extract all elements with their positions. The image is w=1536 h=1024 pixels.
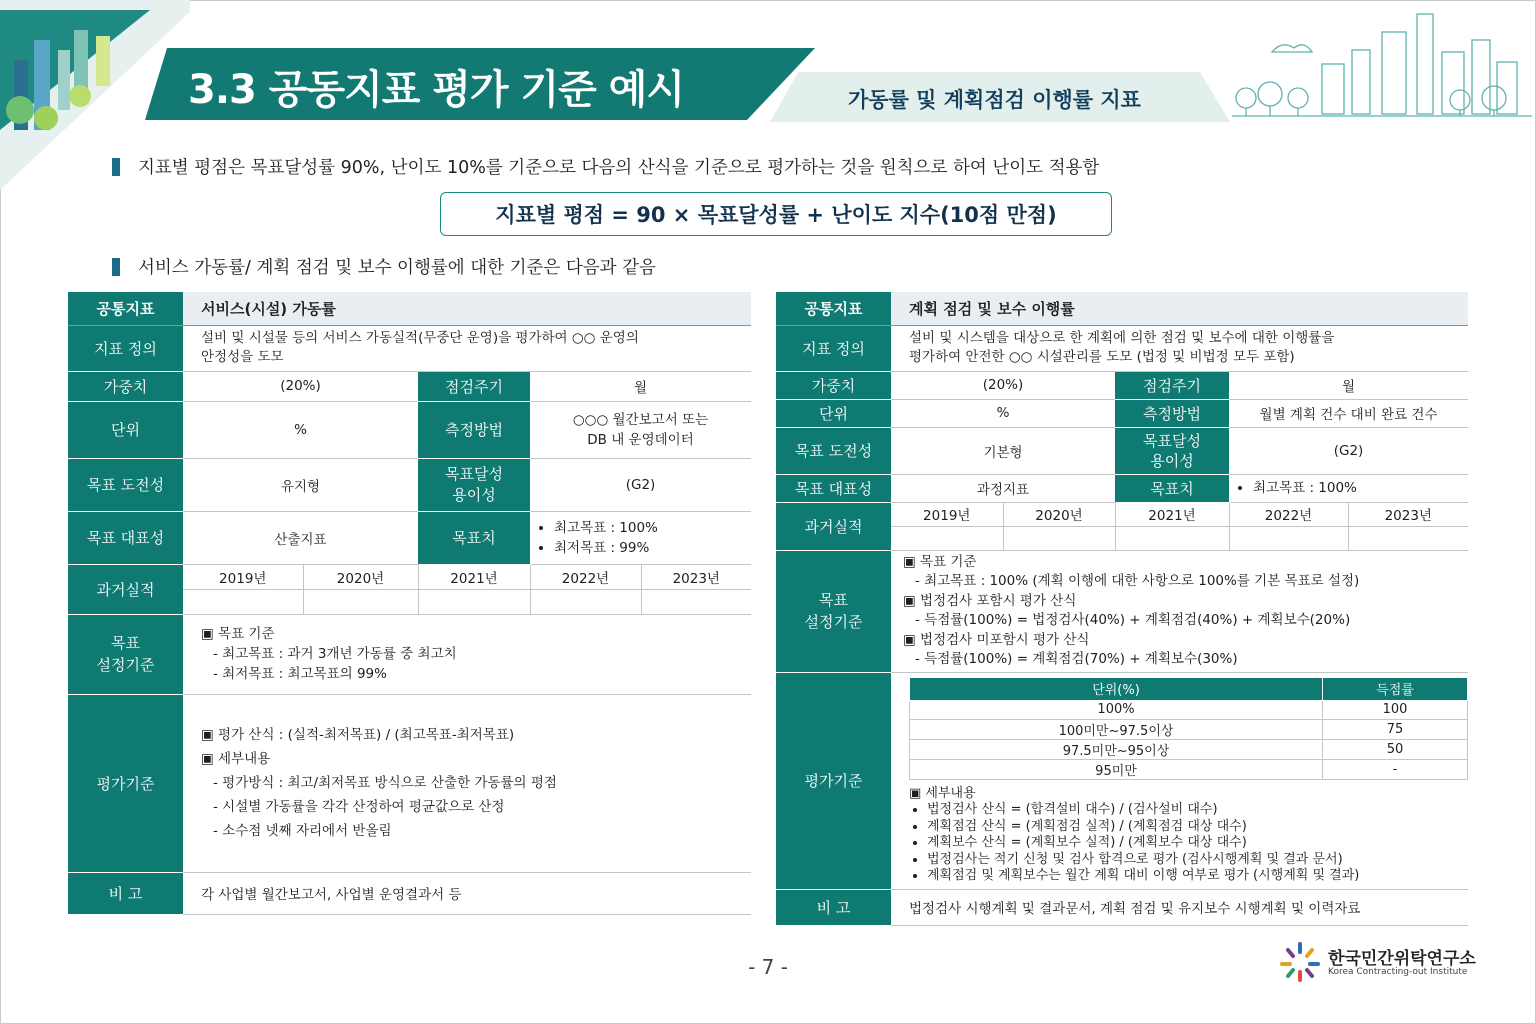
label-challenge: 목표 도전성 xyxy=(776,427,891,474)
score-cell: 50 xyxy=(1323,739,1468,759)
goal-criteria-text xyxy=(891,550,1468,672)
year-2020: 2020년 xyxy=(1003,502,1115,526)
label-common-indicator: 공통지표 xyxy=(776,292,891,325)
goal-line: - 최고목표 : 과거 3개년 가동률 중 최고치 xyxy=(213,646,457,662)
label-eval-criteria: 평가기준 xyxy=(68,694,183,872)
method-value: ○○○ 월간보고서 또는 DB 내 운영데이터 xyxy=(530,401,751,458)
score-cell: 95미만 xyxy=(910,759,1323,779)
label-cycle: 점검주기 xyxy=(418,371,530,401)
score-header-rate: 득점률 xyxy=(1323,677,1468,700)
formula-box: 지표별 평점 = 90 × 목표달성률 + 난이도 지수(10점 만점) xyxy=(440,192,1112,236)
label-eval-criteria: 평가기준 xyxy=(776,672,891,889)
representative-value: 과정지표 xyxy=(891,474,1115,502)
year-2022: 2022년 xyxy=(530,564,641,589)
label-target: 목표치 xyxy=(1115,474,1229,502)
indicator-name: 서비스(시설) 가동률 xyxy=(183,292,751,325)
goal-line: ▣ 목표 기준 xyxy=(201,626,275,642)
institute-name: 한국민간위탁연구소 xyxy=(1328,949,1476,969)
cycle-value: 월 xyxy=(1229,371,1468,399)
goal-line: - 최고목표 : 100% (계획 이행에 대한 사항으로 100%를 기본 목표로 설정) xyxy=(915,573,1360,589)
label-common-indicator: 공통지표 xyxy=(68,292,183,325)
year-2022: 2022년 xyxy=(1229,502,1348,526)
weight-value: (20%) xyxy=(891,371,1115,399)
detail-item: • 법정검사는 적기 신청 및 검사 합격으로 평가 (검사시행계획 및 결과 문서) xyxy=(927,852,1468,869)
cycle-value: 월 xyxy=(530,371,751,401)
history-cell xyxy=(530,589,641,614)
history-cell xyxy=(303,589,418,614)
label-challenge: 목표 도전성 xyxy=(68,458,183,511)
indicator-name: 계획 점검 및 보수 이행률 xyxy=(891,292,1468,325)
label-method: 측정방법 xyxy=(1115,399,1229,427)
score-header-unit: 단위(%) xyxy=(910,677,1323,700)
year-2020: 2020년 xyxy=(303,564,418,589)
goal-line: ▣ 목표 기준 xyxy=(903,553,977,570)
label-remarks: 비 고 xyxy=(68,872,183,914)
label-goal-criteria: 목표 설정기준 xyxy=(776,550,891,672)
bullet-text: 지표별 평점은 목표달성률 90%, 난이도 10%를 기준으로 다음의 산식을 기준으로 평가하는 것을 원칙으로 하여 난이도 적용함 xyxy=(138,158,1100,178)
bullet-scoring-principle xyxy=(112,154,1099,179)
history-cell xyxy=(641,589,751,614)
eval-line: - 소수점 넷째 자리에서 반올림 xyxy=(213,823,392,839)
year-2021: 2021년 xyxy=(1115,502,1229,526)
bullet-marker xyxy=(112,258,120,276)
history-cell xyxy=(1229,526,1348,550)
history-cell xyxy=(183,589,303,614)
detail-item: • 계획보수 산식 = (계획보수 실적) / (계획보수 대상 대수) xyxy=(927,835,1468,852)
remarks-text: 법정검사 시행계획 및 결과문서, 계획 점검 및 유지보수 시행계획 및 이력자료 xyxy=(891,889,1468,925)
year-2019: 2019년 xyxy=(183,564,303,589)
target-min: • 최저목표 : 99% xyxy=(554,538,745,558)
bullet-text: 서비스 가동률/ 계획 점검 및 보수 이행률에 대한 기준은 다음과 같음 xyxy=(138,258,656,278)
feasibility-value: (G2) xyxy=(530,458,751,511)
label-remarks: 비 고 xyxy=(776,889,891,925)
eval-line: ▣ 평가 산식 : (실적-최저목표) / (최고목표-최저목표) xyxy=(201,727,515,743)
year-2023: 2023년 xyxy=(1348,502,1468,526)
label-definition: 지표 정의 xyxy=(776,325,891,371)
eval-line: ▣ 세부내용 xyxy=(201,751,271,767)
detail-item: • 계획점검 및 계획보수는 월간 계획 대비 이행 여부로 평가 (시행계획 및 결과) xyxy=(927,868,1468,885)
eval-line: - 시설별 가동률을 각각 산정하여 평균값으로 산정 xyxy=(213,799,505,815)
score-cell: 100미만~97.5이상 xyxy=(910,719,1323,739)
label-definition: 지표 정의 xyxy=(68,325,183,371)
label-target: 목표치 xyxy=(418,511,530,564)
target-values xyxy=(1229,474,1468,502)
target-max: • 최고목표 : 100% xyxy=(1253,478,1462,498)
goal-line: - 최저목표 : 최고목표의 99% xyxy=(213,666,387,682)
year-2019: 2019년 xyxy=(891,502,1003,526)
goal-line: ▣ 법정검사 미포함시 평가 산식 xyxy=(903,631,1090,648)
weight-value: (20%) xyxy=(183,371,418,401)
label-unit: 단위 xyxy=(776,399,891,427)
label-cycle: 점검주기 xyxy=(1115,371,1229,399)
label-history: 과거실적 xyxy=(776,502,891,550)
score-cell: 100% xyxy=(910,700,1323,719)
history-cell xyxy=(1348,526,1468,550)
detail-title: ▣ 세부내용 xyxy=(909,785,976,801)
year-2023: 2023년 xyxy=(641,564,751,589)
challenge-value: 기본형 xyxy=(891,427,1115,474)
score-cell: 75 xyxy=(1323,719,1468,739)
label-feasibility: 목표달성 용이성 xyxy=(418,458,530,511)
history-cell xyxy=(1003,526,1115,550)
goal-line: - 득점률(100%) = 법정검사(40%) + 계획점검(40%) + 계획보수(20%) xyxy=(915,612,1351,628)
representative-value: 산출지표 xyxy=(183,511,418,564)
label-representative: 목표 대표성 xyxy=(776,474,891,502)
bullet-marker xyxy=(112,158,120,176)
label-goal-criteria: 목표 설정기준 xyxy=(68,614,183,694)
page-number: - 7 - xyxy=(748,955,788,979)
eval-line: - 평가방식 : 최고/최저목표 방식으로 산출한 가동률의 평점 xyxy=(213,775,557,791)
eval-criteria-text xyxy=(183,694,751,872)
availability-table xyxy=(68,292,751,915)
unit-value: % xyxy=(891,399,1115,427)
history-cell xyxy=(1115,526,1229,550)
label-unit: 단위 xyxy=(68,401,183,458)
institute-english-name: Korea Contracting-out Institute xyxy=(1328,967,1468,977)
label-feasibility: 목표달성 용이성 xyxy=(1115,427,1229,474)
score-cell: - xyxy=(1323,759,1468,779)
page-title: 3.3 공동지표 평가 기준 예시 xyxy=(188,67,684,113)
unit-value: % xyxy=(183,401,418,458)
challenge-value: 유지형 xyxy=(183,458,418,511)
label-weight: 가중치 xyxy=(776,371,891,399)
score-cell: 100 xyxy=(1323,700,1468,719)
label-representative: 목표 대표성 xyxy=(68,511,183,564)
goal-line: - 득점률(100%) = 계획점검(70%) + 계획보수(30%) xyxy=(915,651,1238,667)
score-rate-table xyxy=(909,677,1468,780)
history-cell xyxy=(891,526,1003,550)
score-cell: 97.5미만~95이상 xyxy=(910,739,1323,759)
label-history: 과거실적 xyxy=(68,564,183,614)
target-max: • 최고목표 : 100% xyxy=(554,518,745,538)
institute-logo-icon xyxy=(1278,940,1322,984)
definition-text: 설비 및 시설물 등의 서비스 가동실적(무중단 운영)을 평가하여 ○○ 운영의 안정성을 도모 xyxy=(183,325,751,371)
detail-block xyxy=(909,786,1468,885)
label-method: 측정방법 xyxy=(418,401,530,458)
goal-line: ▣ 법정검사 포함시 평가 산식 xyxy=(903,592,1077,609)
inspection-rate-table xyxy=(776,292,1468,926)
history-cell xyxy=(418,589,530,614)
feasibility-value: (G2) xyxy=(1229,427,1468,474)
target-values xyxy=(530,511,751,564)
detail-item: • 법정검사 산식 = (합격설비 대수) / (검사설비 대수) xyxy=(927,802,1468,819)
label-weight: 가중치 xyxy=(68,371,183,401)
page-subtitle: 가동률 및 계획점검 이행률 지표 xyxy=(848,88,1141,112)
goal-criteria-text xyxy=(183,614,751,694)
definition-text: 설비 및 시스템을 대상으로 한 계획에 의한 점검 및 보수에 대한 이행률을 평가하여 안전한 ○○ 시설관리를 도모 (법정 및 비법정 모두 포함) xyxy=(891,325,1468,371)
city-skyline-illustration xyxy=(1232,12,1532,122)
detail-item: • 계획점검 산식 = (계획점검 실적) / (계획점검 대상 대수) xyxy=(927,819,1468,836)
bullet-criteria-intro xyxy=(112,254,656,279)
year-2021: 2021년 xyxy=(418,564,530,589)
method-value: 월별 계획 건수 대비 완료 건수 xyxy=(1229,399,1468,427)
eval-criteria-cell xyxy=(891,672,1468,889)
remarks-text: 각 사업별 월간보고서, 사업별 운영결과서 등 xyxy=(183,872,751,914)
